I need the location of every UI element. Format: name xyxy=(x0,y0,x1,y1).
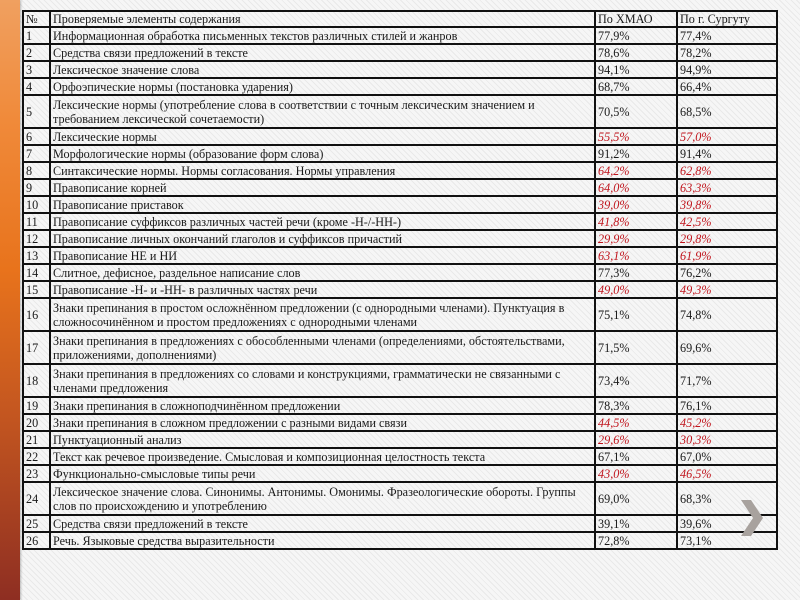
table-row xyxy=(23,230,777,247)
cell-title: Лексическое значение слова xyxy=(50,61,595,78)
cell-hmao: 67,1% xyxy=(595,448,677,465)
cell-hmao: 78,3% xyxy=(595,397,677,414)
cell-surgut: 91,4% xyxy=(677,145,777,162)
cell-hmao: 39,1% xyxy=(595,515,677,532)
cell-surgut: 94,9% xyxy=(677,61,777,78)
cell-title: Средства связи предложений в тексте xyxy=(50,515,595,532)
cell-hmao: 69,0% xyxy=(595,482,677,515)
table-row xyxy=(23,482,777,515)
cell-num: 17 xyxy=(23,331,50,364)
cell-num: 24 xyxy=(23,482,50,515)
cell-surgut: 73,1% xyxy=(677,532,777,549)
cell-surgut: 45,2% xyxy=(677,414,777,431)
cell-hmao: 70,5% xyxy=(595,95,677,128)
table-row xyxy=(23,61,777,78)
cell-hmao: 94,1% xyxy=(595,61,677,78)
cell-hmao: 91,2% xyxy=(595,145,677,162)
cell-surgut: 76,2% xyxy=(677,264,777,281)
cell-num: 15 xyxy=(23,281,50,298)
cell-title: Знаки препинания в сложноподчинённом предложении xyxy=(50,397,595,414)
cell-num: 21 xyxy=(23,431,50,448)
chevron-right-icon[interactable] xyxy=(739,500,763,536)
table-row xyxy=(23,431,777,448)
cell-num: 1 xyxy=(23,27,50,44)
table-row xyxy=(23,298,777,331)
cell-surgut: 39,6% xyxy=(677,515,777,532)
table-row xyxy=(23,331,777,364)
cell-num: 10 xyxy=(23,196,50,213)
cell-num: 5 xyxy=(23,95,50,128)
header-title: Проверяемые элементы содержания xyxy=(50,11,595,27)
cell-hmao: 29,6% xyxy=(595,431,677,448)
cell-surgut: 46,5% xyxy=(677,465,777,482)
cell-num: 14 xyxy=(23,264,50,281)
results-table xyxy=(22,10,778,550)
table-row xyxy=(23,532,777,549)
cell-num: 4 xyxy=(23,78,50,95)
table-header-row xyxy=(23,11,777,27)
cell-title: Функционально-смысловые типы речи xyxy=(50,465,595,482)
cell-hmao: 77,3% xyxy=(595,264,677,281)
cell-hmao: 44,5% xyxy=(595,414,677,431)
cell-title: Средства связи предложений в тексте xyxy=(50,44,595,61)
cell-title: Правописание суффиксов различных частей речи (кроме -Н-/-НН-) xyxy=(50,213,595,230)
cell-title: Знаки препинания в предложениях с обособленными членами (определениями, обстоятельствами, приложениями, дополнениями) xyxy=(50,331,595,364)
cell-surgut: 74,8% xyxy=(677,298,777,331)
table-row xyxy=(23,145,777,162)
cell-surgut: 30,3% xyxy=(677,431,777,448)
table-row xyxy=(23,179,777,196)
table-row xyxy=(23,162,777,179)
cell-title: Лексические нормы (употребление слова в соответствии с точным лексическим значением и требованием лексической сочетаемости) xyxy=(50,95,595,128)
cell-title: Пунктуационный анализ xyxy=(50,431,595,448)
cell-num: 8 xyxy=(23,162,50,179)
cell-hmao: 64,0% xyxy=(595,179,677,196)
cell-title: Синтаксические нормы. Нормы согласования. Нормы управления xyxy=(50,162,595,179)
cell-num: 19 xyxy=(23,397,50,414)
cell-num: 16 xyxy=(23,298,50,331)
cell-num: 2 xyxy=(23,44,50,61)
cell-hmao: 75,1% xyxy=(595,298,677,331)
cell-title: Слитное, дефисное, раздельное написание слов xyxy=(50,264,595,281)
table-row xyxy=(23,128,777,145)
header-num: № xyxy=(23,11,50,27)
cell-title: Правописание -Н- и -НН- в различных частях речи xyxy=(50,281,595,298)
cell-surgut: 49,3% xyxy=(677,281,777,298)
cell-num: 12 xyxy=(23,230,50,247)
cell-surgut: 62,8% xyxy=(677,162,777,179)
cell-title: Морфологические нормы (образование форм слова) xyxy=(50,145,595,162)
cell-title: Правописание НЕ и НИ xyxy=(50,247,595,264)
cell-surgut: 69,6% xyxy=(677,331,777,364)
cell-surgut: 61,9% xyxy=(677,247,777,264)
table-row xyxy=(23,397,777,414)
cell-surgut: 29,8% xyxy=(677,230,777,247)
cell-hmao: 73,4% xyxy=(595,364,677,397)
table-row xyxy=(23,95,777,128)
cell-title: Правописание приставок xyxy=(50,196,595,213)
cell-hmao: 63,1% xyxy=(595,247,677,264)
cell-surgut: 63,3% xyxy=(677,179,777,196)
cell-num: 11 xyxy=(23,213,50,230)
cell-num: 25 xyxy=(23,515,50,532)
table-row xyxy=(23,44,777,61)
cell-hmao: 78,6% xyxy=(595,44,677,61)
table-row xyxy=(23,414,777,431)
cell-num: 13 xyxy=(23,247,50,264)
cell-title: Лексическое значение слова. Синонимы. Антонимы. Омонимы. Фразеологические обороты. Группы слов по происхождению и употреблению xyxy=(50,482,595,515)
cell-hmao: 43,0% xyxy=(595,465,677,482)
table-row xyxy=(23,465,777,482)
table-row xyxy=(23,515,777,532)
table-row xyxy=(23,78,777,95)
cell-num: 20 xyxy=(23,414,50,431)
table-row xyxy=(23,196,777,213)
table-row xyxy=(23,27,777,44)
cell-hmao: 77,9% xyxy=(595,27,677,44)
cell-title: Информационная обработка письменных текстов различных стилей и жанров xyxy=(50,27,595,44)
cell-surgut: 67,0% xyxy=(677,448,777,465)
cell-hmao: 29,9% xyxy=(595,230,677,247)
cell-title: Речь. Языковые средства выразительности xyxy=(50,532,595,549)
cell-hmao: 64,2% xyxy=(595,162,677,179)
header-surgut: По г. Сургуту xyxy=(677,11,777,27)
cell-title: Лексические нормы xyxy=(50,128,595,145)
cell-hmao: 49,0% xyxy=(595,281,677,298)
cell-surgut: 78,2% xyxy=(677,44,777,61)
cell-surgut: 66,4% xyxy=(677,78,777,95)
cell-surgut: 57,0% xyxy=(677,128,777,145)
cell-hmao: 68,7% xyxy=(595,78,677,95)
cell-num: 18 xyxy=(23,364,50,397)
table-row xyxy=(23,281,777,298)
table-row xyxy=(23,264,777,281)
cell-title: Знаки препинания в простом осложнённом предложении (с однородными членами). Пунктуация в сложносочинённом и простом предложениях с однородными членами xyxy=(50,298,595,331)
cell-num: 7 xyxy=(23,145,50,162)
cell-num: 6 xyxy=(23,128,50,145)
cell-num: 23 xyxy=(23,465,50,482)
cell-hmao: 71,5% xyxy=(595,331,677,364)
cell-num: 9 xyxy=(23,179,50,196)
cell-title: Знаки препинания в предложениях со словами и конструкциями, грамматически не связанными с членами предложения xyxy=(50,364,595,397)
cell-hmao: 39,0% xyxy=(595,196,677,213)
cell-title: Орфоэпические нормы (постановка ударения) xyxy=(50,78,595,95)
cell-surgut: 68,3% xyxy=(677,482,777,515)
sidebar-decoration xyxy=(0,0,20,600)
cell-surgut: 76,1% xyxy=(677,397,777,414)
cell-surgut: 68,5% xyxy=(677,95,777,128)
cell-title: Правописание корней xyxy=(50,179,595,196)
cell-surgut: 39,8% xyxy=(677,196,777,213)
cell-num: 3 xyxy=(23,61,50,78)
cell-surgut: 77,4% xyxy=(677,27,777,44)
table-row xyxy=(23,247,777,264)
cell-title: Знаки препинания в сложном предложении с разными видами связи xyxy=(50,414,595,431)
cell-hmao: 41,8% xyxy=(595,213,677,230)
cell-title: Правописание личных окончаний глаголов и суффиксов причастий xyxy=(50,230,595,247)
cell-hmao: 72,8% xyxy=(595,532,677,549)
cell-num: 22 xyxy=(23,448,50,465)
cell-hmao: 55,5% xyxy=(595,128,677,145)
cell-surgut: 71,7% xyxy=(677,364,777,397)
cell-surgut: 42,5% xyxy=(677,213,777,230)
table-row xyxy=(23,448,777,465)
header-hmao: По ХМАО xyxy=(595,11,677,27)
cell-title: Текст как речевое произведение. Смысловая и композиционная целостность текста xyxy=(50,448,595,465)
table-row xyxy=(23,364,777,397)
table-row xyxy=(23,213,777,230)
cell-num: 26 xyxy=(23,532,50,549)
